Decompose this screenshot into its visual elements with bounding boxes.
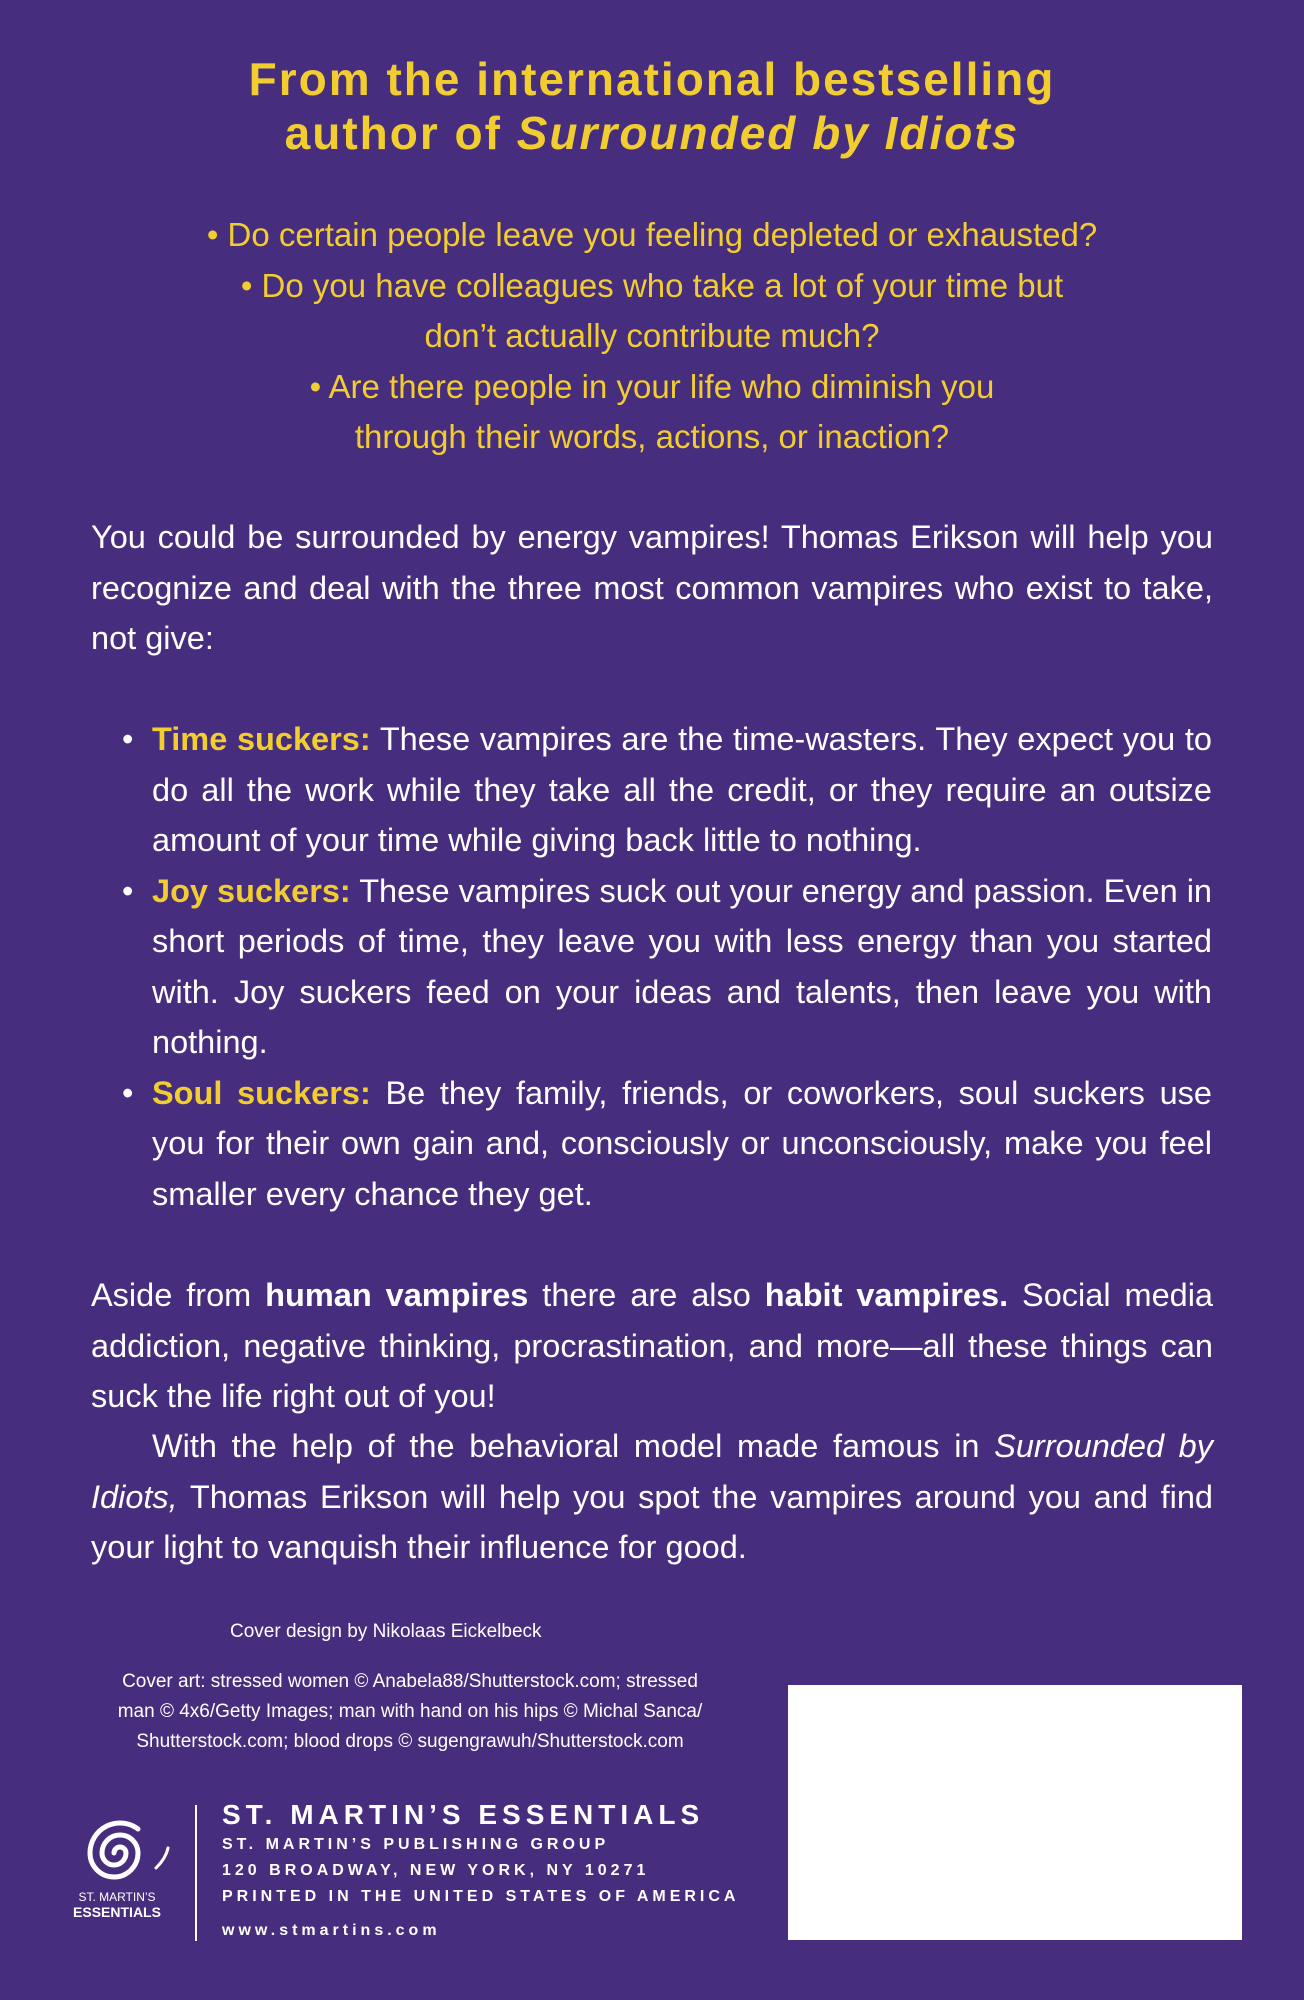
cover-art-line: man © 4x6/Getty Images; man with hand on his hips © Michal Sanca/	[117, 1701, 703, 1722]
description-time-suckers: These vampires are the time-wasters. They expect you to do all the work while they take all the credit, or they require an outsize amount of your time while giving back little to nothing.	[152, 721, 1212, 858]
printed-in: PRINTED IN THE UNITED STATES OF AMERICA	[222, 1888, 740, 1905]
help-book-title: Surrounded by Idiots,	[91, 1428, 1214, 1515]
list-item-time-suckers	[122, 714, 1212, 866]
imprint-title: ST. MARTIN’S ESSENTIALS	[222, 1799, 705, 1830]
publisher-website[interactable]: www.stmartins.com	[222, 1922, 441, 1939]
cover-design-credit: Cover design by Nikolaas Eickelbeck	[230, 1621, 542, 1642]
cover-art-credit	[60, 1667, 760, 1757]
habit-bold-human: human vampires	[265, 1277, 529, 1313]
term-time-suckers: Time suckers:	[152, 721, 371, 757]
term-joy-suckers: Joy suckers:	[152, 872, 351, 909]
logo-wordmark-line-1: ST. MARTIN’S	[78, 1890, 156, 1904]
barcode-area	[788, 1685, 1242, 1940]
headline	[0, 52, 1304, 160]
intro-paragraph: You could be surrounded by energy vampires! Thomas Erikson will help you recognize and deal with the three most common vampires who exist to take, not give:	[91, 519, 1213, 656]
headline-line-1: From the international bestselling	[248, 53, 1056, 105]
term-soul-suckers: Soul suckers:	[152, 1074, 371, 1111]
description-soul-suckers: Be they family, friends, or coworkers, soul suckers use you for their own gain and, consciously or unconsciously, make you feel smaller every chance they get.	[152, 1074, 1212, 1212]
publisher-address: 120 BROADWAY, NEW YORK, NY 10271	[222, 1862, 650, 1879]
question-line: through their words, actions, or inaction?	[354, 418, 950, 455]
publishing-group: ST. MARTIN’S PUBLISHING GROUP	[222, 1836, 610, 1853]
cover-art-line: Cover art: stressed women © Anabela88/Shutterstock.com; stressed	[122, 1671, 698, 1692]
question-line: • Do certain people leave you feeling depleted or exhausted?	[206, 216, 1098, 253]
description-joy-suckers: These vampires suck out your energy and passion. Even in short periods of time, they leave you with less energy than you started with. Joy suckers feed on your ideas and talents, then leave you with nothing.	[152, 872, 1213, 1060]
headline-prefix: author of	[284, 107, 517, 159]
list-item-soul-suckers	[122, 1068, 1212, 1220]
help-text-1: With the help of the behavioral model made famous in	[152, 1428, 995, 1464]
vampire-types-list	[122, 714, 1212, 1219]
logo-wordmark-line-2: ESSENTIALS	[73, 1904, 161, 1920]
publisher-divider	[195, 1805, 197, 1941]
habit-text-3: Social media addiction, negative thinking, procrastination, and more—all these things can suck the life right out of you!	[91, 1277, 1214, 1414]
headline-book-title: Surrounded by Idiots	[516, 107, 1020, 159]
logo-wordmark	[55, 1890, 179, 1920]
bullet-icon: •	[122, 721, 134, 757]
headline-line-2	[0, 106, 1304, 160]
habit-vampires-paragraph	[91, 1270, 1213, 1422]
bullet-icon: •	[122, 1074, 134, 1111]
list-item-joy-suckers	[122, 866, 1212, 1068]
question-line: • Are there people in your life who diminish you	[309, 367, 995, 405]
question-line: • Do you have colleagues who take a lot of your time but	[240, 266, 1064, 304]
publisher-imprint	[222, 1798, 782, 1944]
habit-bold-habit: habit vampires.	[764, 1277, 1009, 1313]
habit-text-1: Aside from	[91, 1277, 266, 1313]
habit-text-2: there are also	[528, 1277, 765, 1313]
question-line: don’t actually contribute much?	[424, 317, 880, 354]
help-text-2: Thomas Erikson will help you spot the vampires around you and find your light to vanquish their influence for good.	[91, 1478, 1213, 1565]
bullet-icon: •	[122, 872, 134, 909]
help-paragraph	[91, 1421, 1213, 1573]
question-list	[80, 210, 1224, 463]
cover-art-line: Shutterstock.com; blood drops © sugengrawuh/Shutterstock.com	[136, 1731, 684, 1752]
